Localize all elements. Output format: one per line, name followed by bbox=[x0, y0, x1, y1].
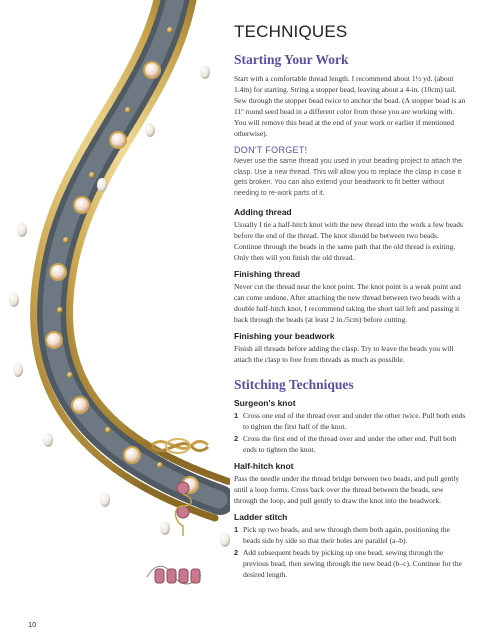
finishing-body: Never cut the thread near the knot point. The knot point is a weak point and can come undone. After attaching the new thread between two beads with a double half-hitch knot, I recommend taking the short tail left and passing it back through the beads (at least 2 in./5cm) before cutting. bbox=[234, 282, 461, 324]
step-number: 1 bbox=[234, 411, 239, 420]
surgeons-step bbox=[234, 410, 466, 432]
starting-body: Start with a comfortable thread length. I recommend about 1½ yd. (about 1.4m) for starting. String a stopper bead, leaving about a 4-in. (10cm) tail. Sew through the stopper bead twice to anchor the bead. (A stopper bead is an 11º round seed bead in a different color from those you are working with. You will remove this bead at the end of your work or earlier if mentioned otherwise). bbox=[234, 74, 466, 138]
ladder-step bbox=[234, 524, 466, 546]
step-text: Cross the first end of the thread over and under the other end. Pull both ends to tighten the knot. bbox=[243, 434, 457, 454]
step-number: 2 bbox=[234, 548, 239, 557]
surgeons-step bbox=[234, 433, 466, 455]
text-column bbox=[234, 22, 466, 581]
half-hitch-knot-diagram bbox=[168, 478, 198, 538]
stitching-heading: Stitching Techniques bbox=[234, 377, 354, 392]
callout-heading: DON'T FORGET! bbox=[234, 145, 308, 155]
step-text: Cross one end of the thread over and under the other twice. Pull both ends to tighten the first half of the knot. bbox=[243, 411, 466, 431]
necklace-photo bbox=[0, 0, 230, 640]
adding-heading: Adding thread bbox=[234, 207, 292, 217]
step-text: Pick up two beads, and sew through them both again, positioning the beads side by side so that their holes are parallel (a–b). bbox=[243, 525, 450, 545]
half-hitch-heading: Half-hitch knot bbox=[234, 461, 294, 471]
ladder-step bbox=[234, 547, 466, 580]
ladder-stitch-heading: Ladder stitch bbox=[234, 512, 288, 522]
step-text: Add subsequent beads by picking up one bead, sewing through the previous bead, then sewing through the new bead (b–c). Continue for the desired length. bbox=[243, 548, 462, 579]
finishing-heading: Finishing thread bbox=[234, 269, 301, 279]
ladder-stitch-diagram bbox=[145, 555, 205, 600]
step-number: 2 bbox=[234, 434, 239, 443]
callout-body: Never use the same thread you used in your beading project to attach the clasp. Use a new thread. This will allow you to replace the clasp in case it gets broken. You can also extend your beadwork to fit better without needing to re-work parts of it. bbox=[234, 158, 463, 197]
half-hitch-body: Pass the needle under the thread bridge between two beads, and pull gently until a loop forms. Cross back over the thread between the beads, sew through the loop, and pull gently to draw the knot into the beadwork. bbox=[234, 474, 460, 505]
starting-heading: Starting Your Work bbox=[234, 52, 349, 67]
surgeons-knot-diagram bbox=[150, 425, 210, 465]
finishing-bw-body: Finish all threads before adding the clasp. Try to leave the beads you will attach the clasp to free from threads as much as possible. bbox=[234, 344, 454, 364]
finishing-bw-heading: Finishing your beadwork bbox=[234, 331, 335, 341]
adding-body: Usually I tie a half-hitch knot with the new thread into the work a few beads before the end of the thread. The knot should be between two beads. Continue through the beads in the same path that the old thread is exiting. Only then will you finish the old thread. bbox=[234, 220, 463, 262]
page-title: TECHNIQUES bbox=[234, 22, 348, 41]
step-number: 1 bbox=[234, 525, 239, 534]
surgeons-knot-heading: Surgeon's knot bbox=[234, 398, 296, 408]
page-number: 10 bbox=[28, 620, 37, 629]
